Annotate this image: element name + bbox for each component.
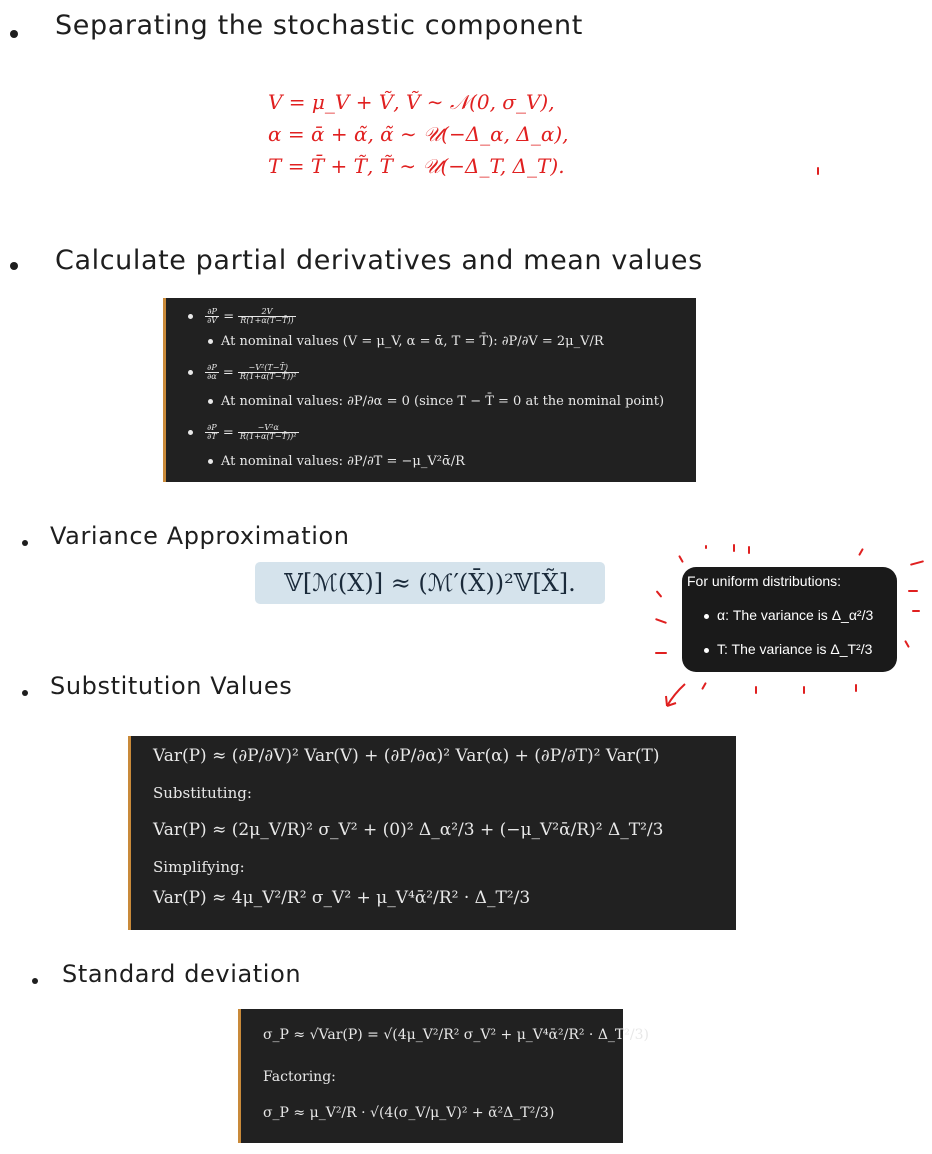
bullet xyxy=(704,614,709,619)
equation-t: T = T̄ + T̃, T̃ ∼ 𝒰(−Δ_T, Δ_T). xyxy=(268,154,565,178)
variance-equation: Var(P) ≈ (∂P/∂V)² Var(V) + (∂P/∂α)² Var(α) + (∂P/∂T)² Var(T) xyxy=(153,746,660,766)
derivative-v-nominal: At nominal values (V = μ_V, α = ᾱ, T = T̄): ∂P/∂V = 2μ_V/R xyxy=(208,334,604,349)
tooltip-title: For uniform distributions: xyxy=(687,573,842,589)
bullet xyxy=(188,370,193,375)
decorative-mark xyxy=(701,682,707,690)
equation-row-alpha xyxy=(268,118,569,150)
stochastic-equations xyxy=(268,86,569,182)
bullet xyxy=(22,690,28,696)
factored-equation: σ_P ≈ μ_V²/R · √(4(σ_V/μ_V)² + ᾱ²Δ_T²/3) xyxy=(263,1105,555,1121)
dP-dalpha-fraction: $\frac{\text{−V²(T−T̄)}}{\text{R(1+α(T−T̄))²}}$ xyxy=(239,363,297,382)
heading-stddev: Standard deviation xyxy=(62,960,302,988)
bullet xyxy=(10,30,18,38)
bullet xyxy=(208,339,213,344)
decorative-mark xyxy=(912,610,920,612)
heading-variance: Variance Approximation xyxy=(50,522,350,550)
equation-row-t xyxy=(268,150,569,182)
bullet xyxy=(22,540,28,546)
bullet xyxy=(188,430,193,435)
heading-substitution: Substitution Values xyxy=(50,672,293,700)
substituting-label: Substituting: xyxy=(153,784,252,802)
decorative-mark xyxy=(910,560,924,566)
decorative-mark xyxy=(803,686,805,694)
variance-formula-box xyxy=(255,562,605,604)
dP-dV-symbol: $\frac{\partial P}{\partial V}$ xyxy=(207,307,218,326)
dP-dT-symbol: $\frac{\partial P}{\partial T}$ xyxy=(207,423,217,442)
decorative-mark xyxy=(705,545,707,549)
derivative-alpha-nominal: At nominal values: ∂P/∂α = 0 (since T − T̄ = 0 at the nominal point) xyxy=(208,394,664,409)
decorative-mark xyxy=(817,167,819,175)
heading-derivatives: Calculate partial derivatives and mean values xyxy=(55,245,703,276)
decorative-mark xyxy=(904,640,910,648)
simplifying-label: Simplifying: xyxy=(153,858,245,876)
equation-v: V = μ_V + Ṽ, Ṽ ∼ 𝒩(0, σ_V), xyxy=(268,90,555,114)
decorative-mark xyxy=(656,590,663,597)
substitution-panel xyxy=(128,736,736,930)
decorative-mark xyxy=(678,555,684,563)
decorative-mark xyxy=(655,618,667,624)
bullet xyxy=(188,314,193,319)
variance-formula: 𝕍[ℳ(X)] ≈ (ℳ′(X̄))²𝕍[X̃]. xyxy=(284,569,576,597)
dP-dalpha-symbol: $\frac{\partial P}{\partial\alpha}$ xyxy=(207,363,217,382)
uniform-distribution-tooltip xyxy=(682,567,897,672)
decorative-mark xyxy=(908,590,918,592)
decorative-mark xyxy=(858,548,864,556)
derivative-t: $\frac{\partial P}{\partial T}$ = $\frac{\text{−V²α}}{\text{R(1+α(T−T̄))²}}$ xyxy=(188,424,299,442)
decorative-mark xyxy=(755,686,757,694)
tooltip-item-t: T: The variance is Δ_T²/3 xyxy=(704,641,872,657)
stddev-panel xyxy=(238,1009,649,1143)
decorative-mark xyxy=(655,652,667,654)
substituted-equation: Var(P) ≈ (2μ_V/R)² σ_V² + (0)² Δ_α²/3 + (−μ_V²ᾱ/R)² Δ_T²/3 xyxy=(153,820,664,840)
bullet xyxy=(10,262,18,270)
decorative-mark xyxy=(855,684,857,692)
bullet xyxy=(704,648,709,653)
bullet xyxy=(208,459,213,464)
decorative-mark xyxy=(748,546,750,554)
arrow-icon xyxy=(660,680,690,710)
dP-dV-fraction: $\frac{2V}{R(1+\alpha(T-T̄))}$ xyxy=(240,307,294,326)
equation-alpha: α = ᾱ + α̃, α̃ ∼ 𝒰(−Δ_α, Δ_α), xyxy=(268,122,569,146)
stddev-equation: σ_P ≈ √Var(P) = √(4μ_V²/R² σ_V² + μ_V⁴ᾱ²/R² · Δ_T²/3) xyxy=(263,1027,649,1043)
derivative-t-nominal: At nominal values: ∂P/∂T = −μ_V²ᾱ/R xyxy=(208,454,465,469)
heading-stochastic: Separating the stochastic component xyxy=(55,10,583,41)
factoring-label: Factoring: xyxy=(263,1069,336,1085)
tooltip-item-alpha: α: The variance is Δ_α²/3 xyxy=(704,607,873,623)
dP-dT-fraction: $\frac{\text{−V²α}}{\text{R(1+α(T−T̄))²}}$ xyxy=(239,423,297,442)
simplified-equation: Var(P) ≈ 4μ_V²/R² σ_V² + μ_V⁴ᾱ²/R² · Δ_T²/3 xyxy=(153,888,531,908)
derivative-alpha: $\frac{\partial P}{\partial\alpha}$ = $\frac{\text{−V²(T−T̄)}}{\text{R(1+α(T−T̄))²}}$ xyxy=(188,364,299,382)
derivatives-panel xyxy=(163,298,696,482)
bullet xyxy=(32,978,38,984)
equation-row-v xyxy=(268,86,569,118)
derivative-v: $\frac{\partial P}{\partial V}$ = $\frac{2V}{R(1+\alpha(T-T̄))}$ xyxy=(188,308,296,326)
decorative-mark xyxy=(733,544,735,552)
bullet xyxy=(208,399,213,404)
